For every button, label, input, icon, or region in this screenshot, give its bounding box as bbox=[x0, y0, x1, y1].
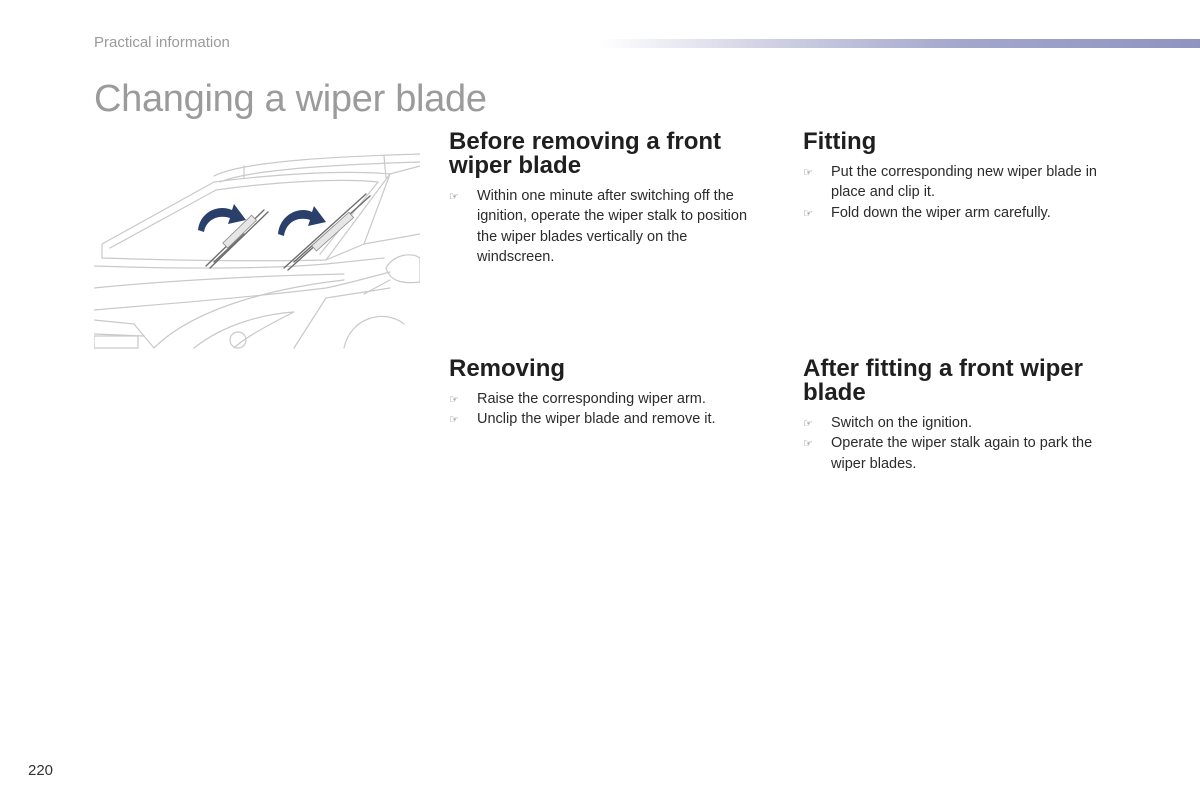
after-fitting-section bbox=[803, 357, 1123, 474]
list-item: ☞ Put the corresponding new wiper blade in place and clip it. bbox=[803, 164, 1097, 201]
list-item: ☞ Operate the wiper stalk again to park the wiper blades. bbox=[803, 435, 1093, 472]
section-label: Practical information bbox=[94, 34, 230, 51]
removing-section bbox=[449, 357, 749, 430]
removing-heading: Removing bbox=[449, 355, 566, 382]
wiper-illustration bbox=[94, 148, 420, 350]
list-item: ☞ Unclip the wiper blade and remove it. bbox=[449, 409, 749, 429]
pointing-hand-icon: ☞ bbox=[449, 190, 459, 203]
header-bar bbox=[600, 39, 1200, 48]
list-item: ☞ Switch on the ignition. bbox=[803, 413, 1123, 433]
before-removing-heading: Before removing a front wiper blade bbox=[449, 128, 722, 179]
pointing-hand-icon: ☞ bbox=[449, 393, 459, 406]
before-removing-section bbox=[449, 130, 749, 267]
page-number: 220 bbox=[28, 762, 54, 779]
list-item: ☞ Raise the corresponding wiper arm. bbox=[449, 389, 749, 409]
list-item: ☞ Within one minute after switching off the ignition, operate the wiper stalk to position the wiper blades vertically on the windscreen. bbox=[449, 188, 748, 265]
pointing-hand-icon: ☞ bbox=[803, 417, 813, 430]
page-title: Changing a wiper blade bbox=[94, 78, 487, 120]
pointing-hand-icon: ☞ bbox=[803, 437, 813, 451]
fitting-heading: Fitting bbox=[803, 128, 877, 155]
pointing-hand-icon: ☞ bbox=[803, 166, 813, 179]
pointing-hand-icon: ☞ bbox=[803, 206, 813, 220]
list-item: ☞ Fold down the wiper arm carefully. bbox=[803, 203, 1123, 223]
pointing-hand-icon: ☞ bbox=[449, 413, 459, 427]
raise-arrow-right bbox=[278, 206, 326, 236]
after-fitting-heading: After fitting a front wiper blade bbox=[803, 355, 1083, 406]
fitting-section bbox=[803, 130, 1123, 223]
